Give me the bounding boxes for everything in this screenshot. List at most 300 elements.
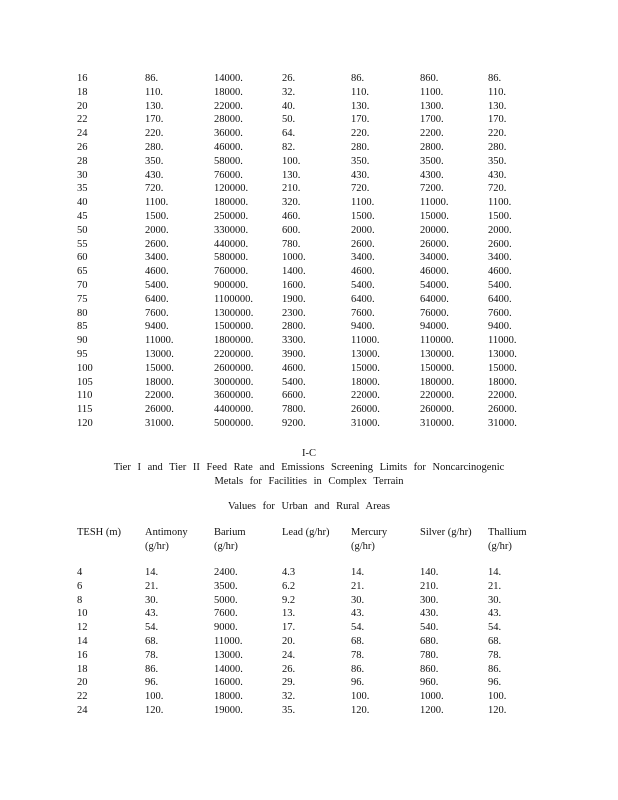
table-row xyxy=(77,580,548,594)
table-row xyxy=(77,403,548,417)
cell-tesh: 20 xyxy=(77,677,88,689)
cell-tesh: 18 xyxy=(77,663,88,675)
cell-lead: 6600. xyxy=(282,390,306,402)
cell-lead: 4600. xyxy=(282,362,306,374)
cell-silver: 300. xyxy=(420,594,439,606)
cell-barium: 7600. xyxy=(214,608,238,620)
header-mercury-unit: (g/hr) xyxy=(351,540,375,552)
cell-tesh: 30 xyxy=(77,169,88,181)
cell-mercury: 280. xyxy=(351,141,370,153)
cell-mercury: 430. xyxy=(351,169,370,181)
cell-silver: 860. xyxy=(420,73,439,84)
cell-mercury: 2000. xyxy=(351,224,375,236)
cell-lead: 20. xyxy=(282,635,296,647)
section-title-line-1: Tier I and Tier II Feed Rate and Emissions Screening Limits for Noncarcinogenic xyxy=(113,462,505,473)
cell-tesh: 45 xyxy=(77,210,88,222)
cell-thallium: 15000. xyxy=(488,362,517,374)
cell-lead: 2800. xyxy=(282,321,306,333)
header-row-2 xyxy=(77,540,548,554)
cell-thallium: 4600. xyxy=(488,266,512,278)
cell-tesh: 55 xyxy=(77,238,88,250)
cell-thallium: 78. xyxy=(488,649,502,661)
header-antimony: Antimony xyxy=(145,527,188,538)
cell-tesh: 105 xyxy=(77,376,93,388)
cell-mercury: 26000. xyxy=(351,404,380,416)
cell-antimony: 14. xyxy=(145,567,159,578)
cell-barium: 46000. xyxy=(214,141,243,153)
cell-thallium: 31000. xyxy=(488,417,517,429)
cell-antimony: 30. xyxy=(145,594,159,606)
cell-antimony: 68. xyxy=(145,635,159,647)
cell-silver: 310000. xyxy=(420,417,455,429)
cell-silver: 46000. xyxy=(420,266,449,278)
cell-tesh: 8 xyxy=(77,594,83,606)
cell-lead: 17. xyxy=(282,622,296,634)
table-row xyxy=(77,320,548,334)
cell-silver: 220000. xyxy=(420,390,455,402)
cell-lead: 9.2 xyxy=(282,594,296,606)
cell-silver: 1700. xyxy=(420,114,444,126)
header-barium-unit: (g/hr) xyxy=(214,540,238,552)
cell-lead: 35. xyxy=(282,704,296,716)
cell-tesh: 16 xyxy=(77,73,88,84)
cell-barium: 180000. xyxy=(214,197,249,209)
cell-thallium: 96. xyxy=(488,677,502,689)
cell-barium: 13000. xyxy=(214,649,243,661)
cell-lead: 320. xyxy=(282,197,301,209)
cell-silver: 860. xyxy=(420,663,439,675)
cell-silver: 1300. xyxy=(420,100,444,112)
cell-lead: 32. xyxy=(282,691,296,703)
cell-tesh: 100 xyxy=(77,362,93,374)
cell-barium: 14000. xyxy=(214,663,243,675)
cell-lead: 100. xyxy=(282,155,301,167)
bottom-data-table xyxy=(77,566,548,718)
table-row xyxy=(77,417,548,431)
table-row xyxy=(77,100,548,114)
cell-thallium: 220. xyxy=(488,128,507,140)
cell-mercury: 13000. xyxy=(351,348,380,360)
cell-mercury: 220. xyxy=(351,128,370,140)
cell-antimony: 430. xyxy=(145,169,164,181)
cell-tesh: 20 xyxy=(77,100,88,112)
table-row xyxy=(77,348,548,362)
cell-antimony: 280. xyxy=(145,141,164,153)
cell-barium: 1500000. xyxy=(214,321,254,333)
cell-mercury: 78. xyxy=(351,649,365,661)
header-silver: Silver (g/hr) xyxy=(420,527,472,538)
cell-silver: 94000. xyxy=(420,321,449,333)
header-silver-unit xyxy=(420,540,488,554)
cell-mercury: 720. xyxy=(351,183,370,195)
cell-antimony: 11000. xyxy=(145,335,174,347)
cell-barium: 3500. xyxy=(214,580,238,592)
cell-lead: 1600. xyxy=(282,279,306,291)
cell-thallium: 43. xyxy=(488,608,502,620)
cell-antimony: 220. xyxy=(145,128,164,140)
table-row xyxy=(77,113,548,127)
header-antimony-unit: (g/hr) xyxy=(145,540,169,552)
cell-thallium: 30. xyxy=(488,594,502,606)
cell-tesh: 6 xyxy=(77,580,83,592)
cell-tesh: 60 xyxy=(77,252,88,264)
cell-silver: 540. xyxy=(420,622,439,634)
cell-antimony: 1100. xyxy=(145,197,169,209)
cell-thallium: 430. xyxy=(488,169,507,181)
cell-barium: 18000. xyxy=(214,86,243,98)
table-row xyxy=(77,224,548,238)
cell-antimony: 5400. xyxy=(145,279,169,291)
cell-tesh: 12 xyxy=(77,622,88,634)
cell-barium: 28000. xyxy=(214,114,243,126)
cell-tesh: 40 xyxy=(77,197,88,209)
cell-antimony: 170. xyxy=(145,114,164,126)
cell-antimony: 31000. xyxy=(145,417,174,429)
cell-mercury: 1100. xyxy=(351,197,375,209)
bottom-table-header xyxy=(77,526,548,554)
cell-mercury: 43. xyxy=(351,608,365,620)
cell-antimony: 22000. xyxy=(145,390,174,402)
table-row xyxy=(77,621,548,635)
header-thallium: Thallium xyxy=(488,527,527,538)
table-row xyxy=(77,635,548,649)
cell-silver: 210. xyxy=(420,580,439,592)
cell-mercury: 5400. xyxy=(351,279,375,291)
cell-mercury: 120. xyxy=(351,704,370,716)
cell-tesh: 75 xyxy=(77,293,88,305)
cell-lead: 9200. xyxy=(282,417,306,429)
header-barium: Barium xyxy=(214,527,246,538)
cell-lead: 3300. xyxy=(282,335,306,347)
header-tesh-unit xyxy=(77,540,145,554)
cell-antimony: 13000. xyxy=(145,348,174,360)
cell-mercury: 170. xyxy=(351,114,370,126)
cell-antimony: 6400. xyxy=(145,293,169,305)
cell-barium: 2400. xyxy=(214,567,238,578)
table-row xyxy=(77,649,548,663)
cell-silver: 780. xyxy=(420,649,439,661)
table-row xyxy=(77,182,548,196)
cell-tesh: 24 xyxy=(77,704,88,716)
table-row xyxy=(77,362,548,376)
cell-tesh: 28 xyxy=(77,155,88,167)
cell-antimony: 100. xyxy=(145,691,164,703)
table-row xyxy=(77,196,548,210)
table-row xyxy=(77,169,548,183)
cell-silver: 20000. xyxy=(420,224,449,236)
header-thallium-unit: (g/hr) xyxy=(488,540,512,552)
cell-thallium: 6400. xyxy=(488,293,512,305)
cell-silver: 64000. xyxy=(420,293,449,305)
table-row xyxy=(77,155,548,169)
cell-thallium: 14. xyxy=(488,567,502,578)
cell-tesh: 16 xyxy=(77,649,88,661)
cell-barium: 18000. xyxy=(214,691,243,703)
table-row xyxy=(77,141,548,155)
cell-silver: 180000. xyxy=(420,376,455,388)
cell-lead: 780. xyxy=(282,238,301,250)
cell-antimony: 54. xyxy=(145,622,159,634)
cell-lead: 2300. xyxy=(282,307,306,319)
cell-lead: 210. xyxy=(282,183,301,195)
section-subtitle: Values for Urban and Rural Areas xyxy=(228,501,390,512)
cell-antimony: 2600. xyxy=(145,238,169,250)
cell-antimony: 2000. xyxy=(145,224,169,236)
cell-lead: 6.2 xyxy=(282,580,296,592)
cell-thallium: 86. xyxy=(488,73,502,84)
cell-barium: 900000. xyxy=(214,279,249,291)
cell-tesh: 26 xyxy=(77,141,88,153)
cell-lead: 7800. xyxy=(282,404,306,416)
cell-silver: 2800. xyxy=(420,141,444,153)
cell-barium: 440000. xyxy=(214,238,249,250)
cell-barium: 2600000. xyxy=(214,362,254,374)
cell-tesh: 85 xyxy=(77,321,88,333)
cell-thallium: 170. xyxy=(488,114,507,126)
cell-thallium: 1500. xyxy=(488,210,512,222)
cell-silver: 1000. xyxy=(420,691,444,703)
cell-antimony: 86. xyxy=(145,73,159,84)
cell-thallium: 100. xyxy=(488,691,507,703)
cell-lead: 26. xyxy=(282,663,296,675)
cell-mercury: 30. xyxy=(351,594,365,606)
cell-barium: 120000. xyxy=(214,183,249,195)
cell-mercury: 96. xyxy=(351,677,365,689)
cell-mercury: 2600. xyxy=(351,238,375,250)
cell-antimony: 26000. xyxy=(145,404,174,416)
cell-mercury: 7600. xyxy=(351,307,375,319)
cell-lead: 1900. xyxy=(282,293,306,305)
cell-lead: 40. xyxy=(282,100,296,112)
header-row-1 xyxy=(77,526,548,540)
cell-lead: 82. xyxy=(282,141,296,153)
cell-tesh: 22 xyxy=(77,691,88,703)
table-row xyxy=(77,607,548,621)
cell-mercury: 14. xyxy=(351,567,365,578)
cell-thallium: 3400. xyxy=(488,252,512,264)
cell-silver: 680. xyxy=(420,635,439,647)
cell-mercury: 3400. xyxy=(351,252,375,264)
table-row xyxy=(77,376,548,390)
cell-lead: 29. xyxy=(282,677,296,689)
cell-silver: 34000. xyxy=(420,252,449,264)
cell-silver: 130000. xyxy=(420,348,455,360)
cell-lead: 600. xyxy=(282,224,301,236)
cell-tesh: 10 xyxy=(77,608,88,620)
cell-tesh: 24 xyxy=(77,128,88,140)
cell-thallium: 11000. xyxy=(488,335,517,347)
cell-silver: 54000. xyxy=(420,279,449,291)
cell-lead: 32. xyxy=(282,86,296,98)
cell-barium: 760000. xyxy=(214,266,249,278)
header-tesh: TESH (m) xyxy=(77,527,122,538)
cell-mercury: 86. xyxy=(351,73,365,84)
cell-thallium: 120. xyxy=(488,704,507,716)
section-number: I-C xyxy=(302,448,316,459)
cell-barium: 4400000. xyxy=(214,404,254,416)
cell-silver: 260000. xyxy=(420,404,455,416)
cell-antimony: 15000. xyxy=(145,362,174,374)
cell-tesh: 18 xyxy=(77,86,88,98)
cell-thallium: 2000. xyxy=(488,224,512,236)
cell-thallium: 54. xyxy=(488,622,502,634)
table-row xyxy=(77,663,548,677)
cell-thallium: 68. xyxy=(488,635,502,647)
cell-tesh: 115 xyxy=(77,404,93,416)
header-lead-unit xyxy=(282,540,351,554)
cell-mercury: 22000. xyxy=(351,390,380,402)
cell-tesh: 110 xyxy=(77,390,93,402)
table-row xyxy=(77,293,548,307)
cell-antimony: 86. xyxy=(145,663,159,675)
cell-mercury: 6400. xyxy=(351,293,375,305)
cell-thallium: 18000. xyxy=(488,376,517,388)
cell-thallium: 350. xyxy=(488,155,507,167)
cell-antimony: 3400. xyxy=(145,252,169,264)
cell-antimony: 18000. xyxy=(145,376,174,388)
table-row xyxy=(77,566,548,580)
table-row xyxy=(77,72,548,86)
cell-tesh: 65 xyxy=(77,266,88,278)
cell-barium: 330000. xyxy=(214,224,249,236)
cell-tesh: 35 xyxy=(77,183,88,195)
cell-lead: 1000. xyxy=(282,252,306,264)
cell-mercury: 21. xyxy=(351,580,365,592)
cell-antimony: 350. xyxy=(145,155,164,167)
table-row xyxy=(77,265,548,279)
cell-silver: 26000. xyxy=(420,238,449,250)
section-title-line-2: Metals for Facilities in Complex Terrain xyxy=(214,476,404,487)
cell-mercury: 110. xyxy=(351,86,369,98)
cell-barium: 16000. xyxy=(214,677,243,689)
table-row xyxy=(77,127,548,141)
cell-barium: 1800000. xyxy=(214,335,254,347)
table-row xyxy=(77,676,548,690)
cell-silver: 2200. xyxy=(420,128,444,140)
cell-thallium: 280. xyxy=(488,141,507,153)
cell-tesh: 80 xyxy=(77,307,88,319)
cell-thallium: 26000. xyxy=(488,404,517,416)
cell-thallium: 7600. xyxy=(488,307,512,319)
cell-lead: 460. xyxy=(282,210,301,222)
cell-antimony: 120. xyxy=(145,704,164,716)
cell-lead: 1400. xyxy=(282,266,306,278)
cell-thallium: 86. xyxy=(488,663,502,675)
cell-tesh: 50 xyxy=(77,224,88,236)
cell-lead: 64. xyxy=(282,128,296,140)
cell-barium: 1100000. xyxy=(214,293,253,305)
cell-thallium: 720. xyxy=(488,183,507,195)
cell-tesh: 95 xyxy=(77,348,88,360)
cell-barium: 76000. xyxy=(214,169,243,181)
cell-thallium: 1100. xyxy=(488,197,512,209)
cell-mercury: 350. xyxy=(351,155,370,167)
cell-antimony: 110. xyxy=(145,86,163,98)
cell-tesh: 70 xyxy=(77,279,88,291)
cell-thallium: 21. xyxy=(488,580,502,592)
cell-silver: 76000. xyxy=(420,307,449,319)
cell-thallium: 13000. xyxy=(488,348,517,360)
table-row xyxy=(77,704,548,718)
cell-barium: 580000. xyxy=(214,252,249,264)
cell-mercury: 18000. xyxy=(351,376,380,388)
table-row xyxy=(77,251,548,265)
cell-barium: 58000. xyxy=(214,155,243,167)
cell-lead: 4.3 xyxy=(282,567,296,578)
cell-antimony: 7600. xyxy=(145,307,169,319)
cell-lead: 50. xyxy=(282,114,296,126)
cell-silver: 140. xyxy=(420,567,439,578)
cell-barium: 3000000. xyxy=(214,376,254,388)
cell-mercury: 31000. xyxy=(351,417,380,429)
cell-barium: 5000. xyxy=(214,594,238,606)
cell-mercury: 9400. xyxy=(351,321,375,333)
cell-lead: 130. xyxy=(282,169,301,181)
cell-lead: 3900. xyxy=(282,348,306,360)
cell-barium: 36000. xyxy=(214,128,243,140)
cell-tesh: 120 xyxy=(77,417,93,429)
cell-silver: 430. xyxy=(420,608,439,620)
table-row xyxy=(77,210,548,224)
table-row xyxy=(77,238,548,252)
cell-barium: 19000. xyxy=(214,704,243,716)
header-mercury: Mercury xyxy=(351,527,388,538)
cell-barium: 22000. xyxy=(214,100,243,112)
cell-mercury: 54. xyxy=(351,622,365,634)
cell-antimony: 43. xyxy=(145,608,159,620)
cell-barium: 5000000. xyxy=(214,417,254,429)
cell-thallium: 9400. xyxy=(488,321,512,333)
cell-antimony: 1500. xyxy=(145,210,169,222)
cell-mercury: 1500. xyxy=(351,210,375,222)
cell-lead: 24. xyxy=(282,649,296,661)
cell-tesh: 90 xyxy=(77,335,88,347)
cell-barium: 14000. xyxy=(214,73,243,84)
table-row xyxy=(77,86,548,100)
cell-silver: 7200. xyxy=(420,183,444,195)
cell-barium: 3600000. xyxy=(214,390,254,402)
cell-barium: 11000. xyxy=(214,635,243,647)
cell-silver: 11000. xyxy=(420,197,449,209)
cell-mercury: 100. xyxy=(351,691,370,703)
cell-barium: 9000. xyxy=(214,622,238,634)
header-lead: Lead (g/hr) xyxy=(282,527,330,538)
cell-mercury: 86. xyxy=(351,663,365,675)
cell-silver: 1100. xyxy=(420,86,444,98)
cell-mercury: 15000. xyxy=(351,362,380,374)
table-row xyxy=(77,389,548,403)
cell-silver: 960. xyxy=(420,677,439,689)
cell-tesh: 14 xyxy=(77,635,88,647)
cell-antimony: 9400. xyxy=(145,321,169,333)
cell-mercury: 68. xyxy=(351,635,365,647)
table-row xyxy=(77,334,548,348)
cell-lead: 26. xyxy=(282,73,296,84)
cell-lead: 5400. xyxy=(282,376,306,388)
cell-silver: 15000. xyxy=(420,210,449,222)
cell-lead: 13. xyxy=(282,608,296,620)
cell-mercury: 11000. xyxy=(351,335,380,347)
table-row xyxy=(77,307,548,321)
cell-mercury: 130. xyxy=(351,100,370,112)
cell-thallium: 110. xyxy=(488,86,506,98)
cell-barium: 2200000. xyxy=(214,348,254,360)
cell-mercury: 4600. xyxy=(351,266,375,278)
cell-barium: 250000. xyxy=(214,210,249,222)
cell-thallium: 22000. xyxy=(488,390,517,402)
top-data-table xyxy=(77,72,548,431)
table-row xyxy=(77,594,548,608)
